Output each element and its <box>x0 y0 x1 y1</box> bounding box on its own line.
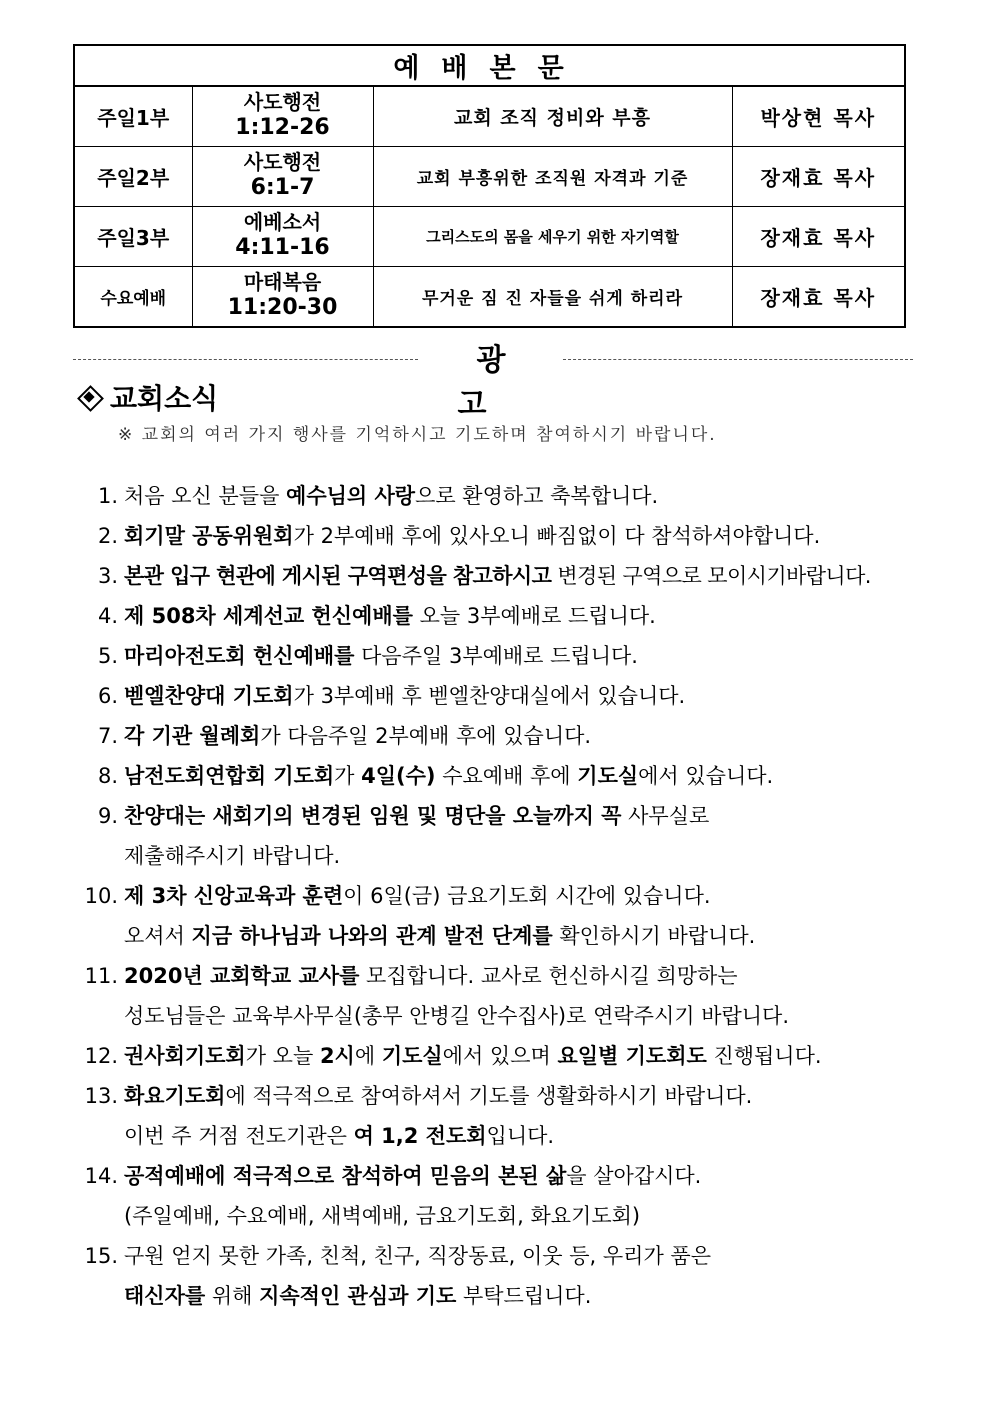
scripture-book: 사도행전 <box>243 149 322 174</box>
item-number: 3. <box>97 564 118 588</box>
list-item <box>70 796 950 876</box>
scripture-verse: 4:11-16 <box>235 234 330 260</box>
item-number: 2. <box>97 524 118 548</box>
sermon-title: 무거운 짐 진 자들을 쉬게 하리라 <box>373 267 732 328</box>
service-name: 주일1부 <box>74 86 192 147</box>
worship-row <box>74 147 905 207</box>
list-item <box>70 756 950 796</box>
item-text: 화요기도회에 적극적으로 참여하셔서 기도를 생활화하시기 바랍니다. <box>124 1084 753 1108</box>
item-number: 11. <box>84 964 118 988</box>
list-item <box>70 636 950 676</box>
list-item <box>70 876 950 956</box>
church-news-heading <box>78 377 218 417</box>
church-news-title: 교회소식 <box>110 382 219 415</box>
list-item <box>70 476 950 516</box>
pastor-name: 장재효 목사 <box>732 267 905 328</box>
item-text: 남전도회연합회 기도회가 4일(수) 수요예배 후에 기도실에서 있습니다. <box>124 764 774 788</box>
announcement-list <box>70 476 950 1316</box>
scripture-passage <box>192 86 373 147</box>
scripture-verse: 6:1-7 <box>250 174 315 200</box>
item-text-continued: 이번 주 거점 전도기관은 여 1,2 전도회입니다. <box>124 1124 555 1148</box>
item-number: 9. <box>97 804 118 828</box>
scripture-book: 마태복음 <box>243 269 322 294</box>
item-text: 각 기관 월례회가 다음주일 2부예배 후에 있습니다. <box>124 724 592 748</box>
scripture-passage <box>192 147 373 207</box>
item-text: 처음 오신 분들을 예수님의 사랑으로 환영하고 축복합니다. <box>124 484 659 508</box>
dashed-line-right <box>563 359 913 360</box>
item-number: 7. <box>97 724 118 748</box>
item-text: 제 3차 신앙교육과 훈련이 6일(금) 금요기도회 시간에 있습니다. <box>124 884 711 908</box>
item-number: 14. <box>84 1164 118 1188</box>
list-item <box>70 596 950 636</box>
item-number: 10. <box>84 884 118 908</box>
item-text: 마리아전도회 헌신예배를 다음주일 3부예배로 드립니다. <box>124 644 638 668</box>
church-news-note: ※ 교회의 여러 가지 행사를 기억하시고 기도하며 참여하시기 바랍니다. <box>118 425 717 445</box>
item-text: 회기말 공동위원회가 2부예배 후에 있사오니 빠짐없이 다 참석하셔야합니다. <box>124 524 821 548</box>
item-text-continued: 오셔서 지금 하나님과 나와의 관계 발전 단계를 확인하시기 바랍니다. <box>124 924 756 948</box>
service-name: 수요예배 <box>74 267 192 328</box>
item-text: 권사회기도회가 오늘 2시에 기도실에서 있으며 요일별 기도회도 진행됩니다. <box>124 1044 822 1068</box>
item-text: 공적예배에 적극적으로 참석하여 믿음의 본된 삶을 살아갑시다. <box>124 1164 702 1188</box>
scripture-passage <box>192 267 373 328</box>
item-text: 제 508차 세계선교 헌신예배를 오늘 3부예배로 드립니다. <box>124 604 656 628</box>
item-number: 12. <box>84 1044 118 1068</box>
scripture-verse: 1:12-26 <box>235 114 330 140</box>
service-name: 주일2부 <box>74 147 192 207</box>
item-number: 5. <box>97 644 118 668</box>
scripture-book: 사도행전 <box>243 89 322 114</box>
list-item <box>70 1236 950 1316</box>
item-text: 벧엘찬양대 기도회가 3부예배 후 벧엘찬양대실에서 있습니다. <box>124 684 686 708</box>
sermon-title: 교회 부흥위한 조직원 자격과 기준 <box>373 147 732 207</box>
list-item <box>70 516 950 556</box>
item-text-continued: 성도님들은 교육부사무실(총무 안병길 안수집사)로 연락주시기 바랍니다. <box>124 1004 790 1028</box>
list-item <box>70 556 950 596</box>
sermon-title: 교회 조직 정비와 부흥 <box>373 86 732 147</box>
item-number: 1. <box>97 484 118 508</box>
pastor-name: 장재효 목사 <box>732 147 905 207</box>
list-item <box>70 1076 950 1156</box>
worship-row <box>74 267 905 328</box>
service-name: 주일3부 <box>74 207 192 267</box>
item-text-continued: (주일예배, 수요예배, 새벽예배, 금요기도회, 화요기도회) <box>124 1204 641 1228</box>
item-number: 6. <box>97 684 118 708</box>
item-text-continued: 제출해주시기 바랍니다. <box>124 844 341 868</box>
item-text: 찬양대는 새회기의 변경된 임원 및 명단을 오늘까지 꼭 사무실로 <box>124 804 710 828</box>
pastor-name: 장재효 목사 <box>732 207 905 267</box>
item-number: 4. <box>97 604 118 628</box>
worship-passage-table <box>73 44 906 328</box>
list-item <box>70 1156 950 1236</box>
item-number: 8. <box>97 764 118 788</box>
pastor-name: 박상현 목사 <box>732 86 905 147</box>
list-item <box>70 956 950 1036</box>
sermon-title: 그리스도의 몸을 세우기 위한 자기역할 <box>373 207 732 267</box>
item-number: 15. <box>84 1244 118 1268</box>
item-text-continued: 태신자를 위해 지속적인 관심과 기도 부탁드립니다. <box>124 1284 592 1308</box>
list-item <box>70 716 950 756</box>
item-text: 본관 입구 현관에 게시된 구역편성을 참고하시고 변경된 구역으로 모이시기바랍니다. <box>124 564 871 588</box>
announcement-header: 광고 <box>457 343 544 422</box>
scripture-passage <box>192 207 373 267</box>
list-item <box>70 1036 950 1076</box>
scripture-verse: 11:20-30 <box>227 294 338 320</box>
scripture-book: 에베소서 <box>243 209 322 234</box>
worship-row <box>74 207 905 267</box>
worship-table-title: 예배본문 <box>74 45 905 86</box>
list-item <box>70 676 950 716</box>
item-text: 구원 얻지 못한 가족, 친척, 친구, 직장동료, 이웃 등, 우리가 품은 <box>124 1244 711 1268</box>
dashed-line-left <box>73 359 418 360</box>
item-text: 2020년 교회학교 교사를 모집합니다. 교사로 헌신하시길 희망하는 <box>124 964 738 988</box>
item-number: 13. <box>84 1084 118 1108</box>
diamond-bullet-icon <box>78 386 100 408</box>
worship-row <box>74 86 905 147</box>
